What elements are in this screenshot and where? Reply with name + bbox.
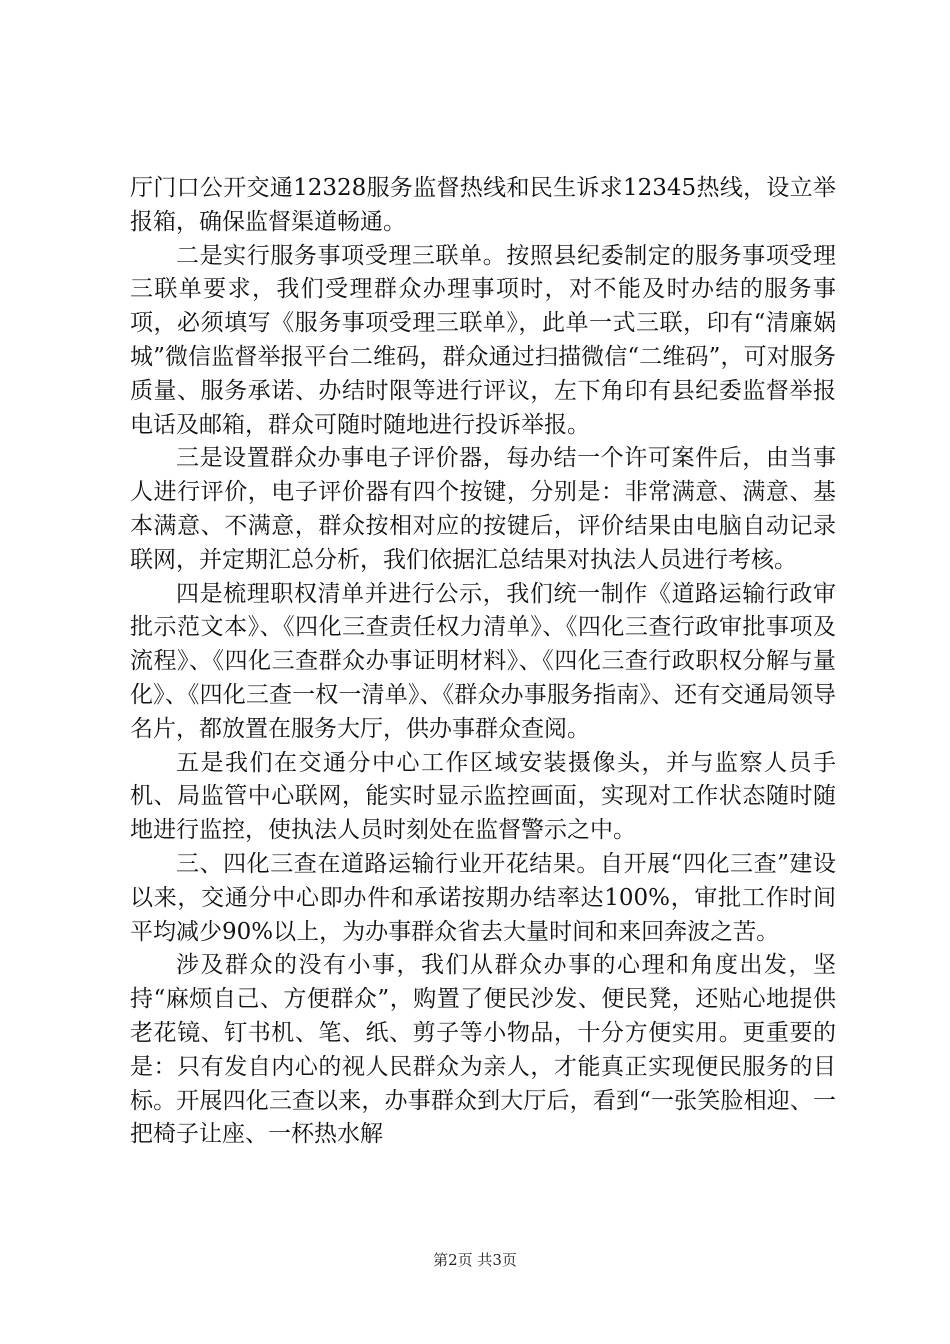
page-footer: 第2页 共3页 bbox=[433, 1251, 517, 1269]
paragraph-results: 三、四化三查在道路运输行业开花结果。自开展“四化三查”建设以来，交通分中心即办件和承诺按期办结率达100%，审批工作时间平均减少90%以上，为办事群众省去大量时间和来回奔波之苦。 bbox=[130, 850, 836, 945]
paragraph-power-list: 四是梳理职权清单并进行公示，我们统一制作《道路运输行政审批示范文本》、《四化三查责任权力清单》、《四化三查行政审批事项及流程》、《四化三查群众办事证明材料》、《四化三查行政职权分解与量化》、《四化三查一权一清单》、《群众办事服务指南》、还有交通局领导名片，都放置在服务大厅，供办事群众查阅。 bbox=[130, 580, 836, 742]
document-body bbox=[130, 172, 836, 1152]
paragraph-camera-monitoring: 五是我们在交通分中心工作区域安装摄像头，并与监察人员手机、局监管中心联网，能实时显示监控画面，实现对工作状态随时随地进行监控，使执法人员时刻处在监督警示之中。 bbox=[130, 749, 836, 844]
paragraph-continuation: 厅门口公开交通12328服务监督热线和民生诉求12345热线，设立举报箱，确保监督渠道畅通。 bbox=[130, 175, 836, 235]
paragraph-convenience: 涉及群众的没有小事，我们从群众办事的心理和角度出发，坚持“麻烦自己、方便群众”，购置了便民沙发、便民凳，还贴心地提供老花镜、钉书机、笔、纸、剪子等小物品，十分方便实用。更重要的是：只有发自内心的视人民群众为亲人，才能真正实现便民服务的目标。开展四化三查以来，办事群众到大厅后，看到“一张笑脸相迎、一把椅子让座、一杯热水解 bbox=[130, 952, 836, 1148]
paragraph-electronic-evaluator: 三是设置群众办事电子评价器，每办结一个许可案件后，由当事人进行评价，电子评价器有四个按键，分别是：非常满意、满意、基本满意、不满意，群众按相对应的按键后，评价结果由电脑自动记录联网，并定期汇总分析，我们依据汇总结果对执法人员进行考核。 bbox=[130, 445, 836, 573]
paragraph-service-receipt: 二是实行服务事项受理三联单。按照县纪委制定的服务事项受理三联单要求，我们受理群众办理事项时，对不能及时办结的服务事项，必须填写《服务事项受理三联单》，此单一式三联，印有“清廉娲城”微信监督举报平台二维码，群众通过扫描微信“二维码”，可对服务质量、服务承诺、办结时限等进行评议，左下角印有县纪委监督举报电话及邮箱，群众可随时随地进行投诉举报。 bbox=[130, 242, 836, 438]
